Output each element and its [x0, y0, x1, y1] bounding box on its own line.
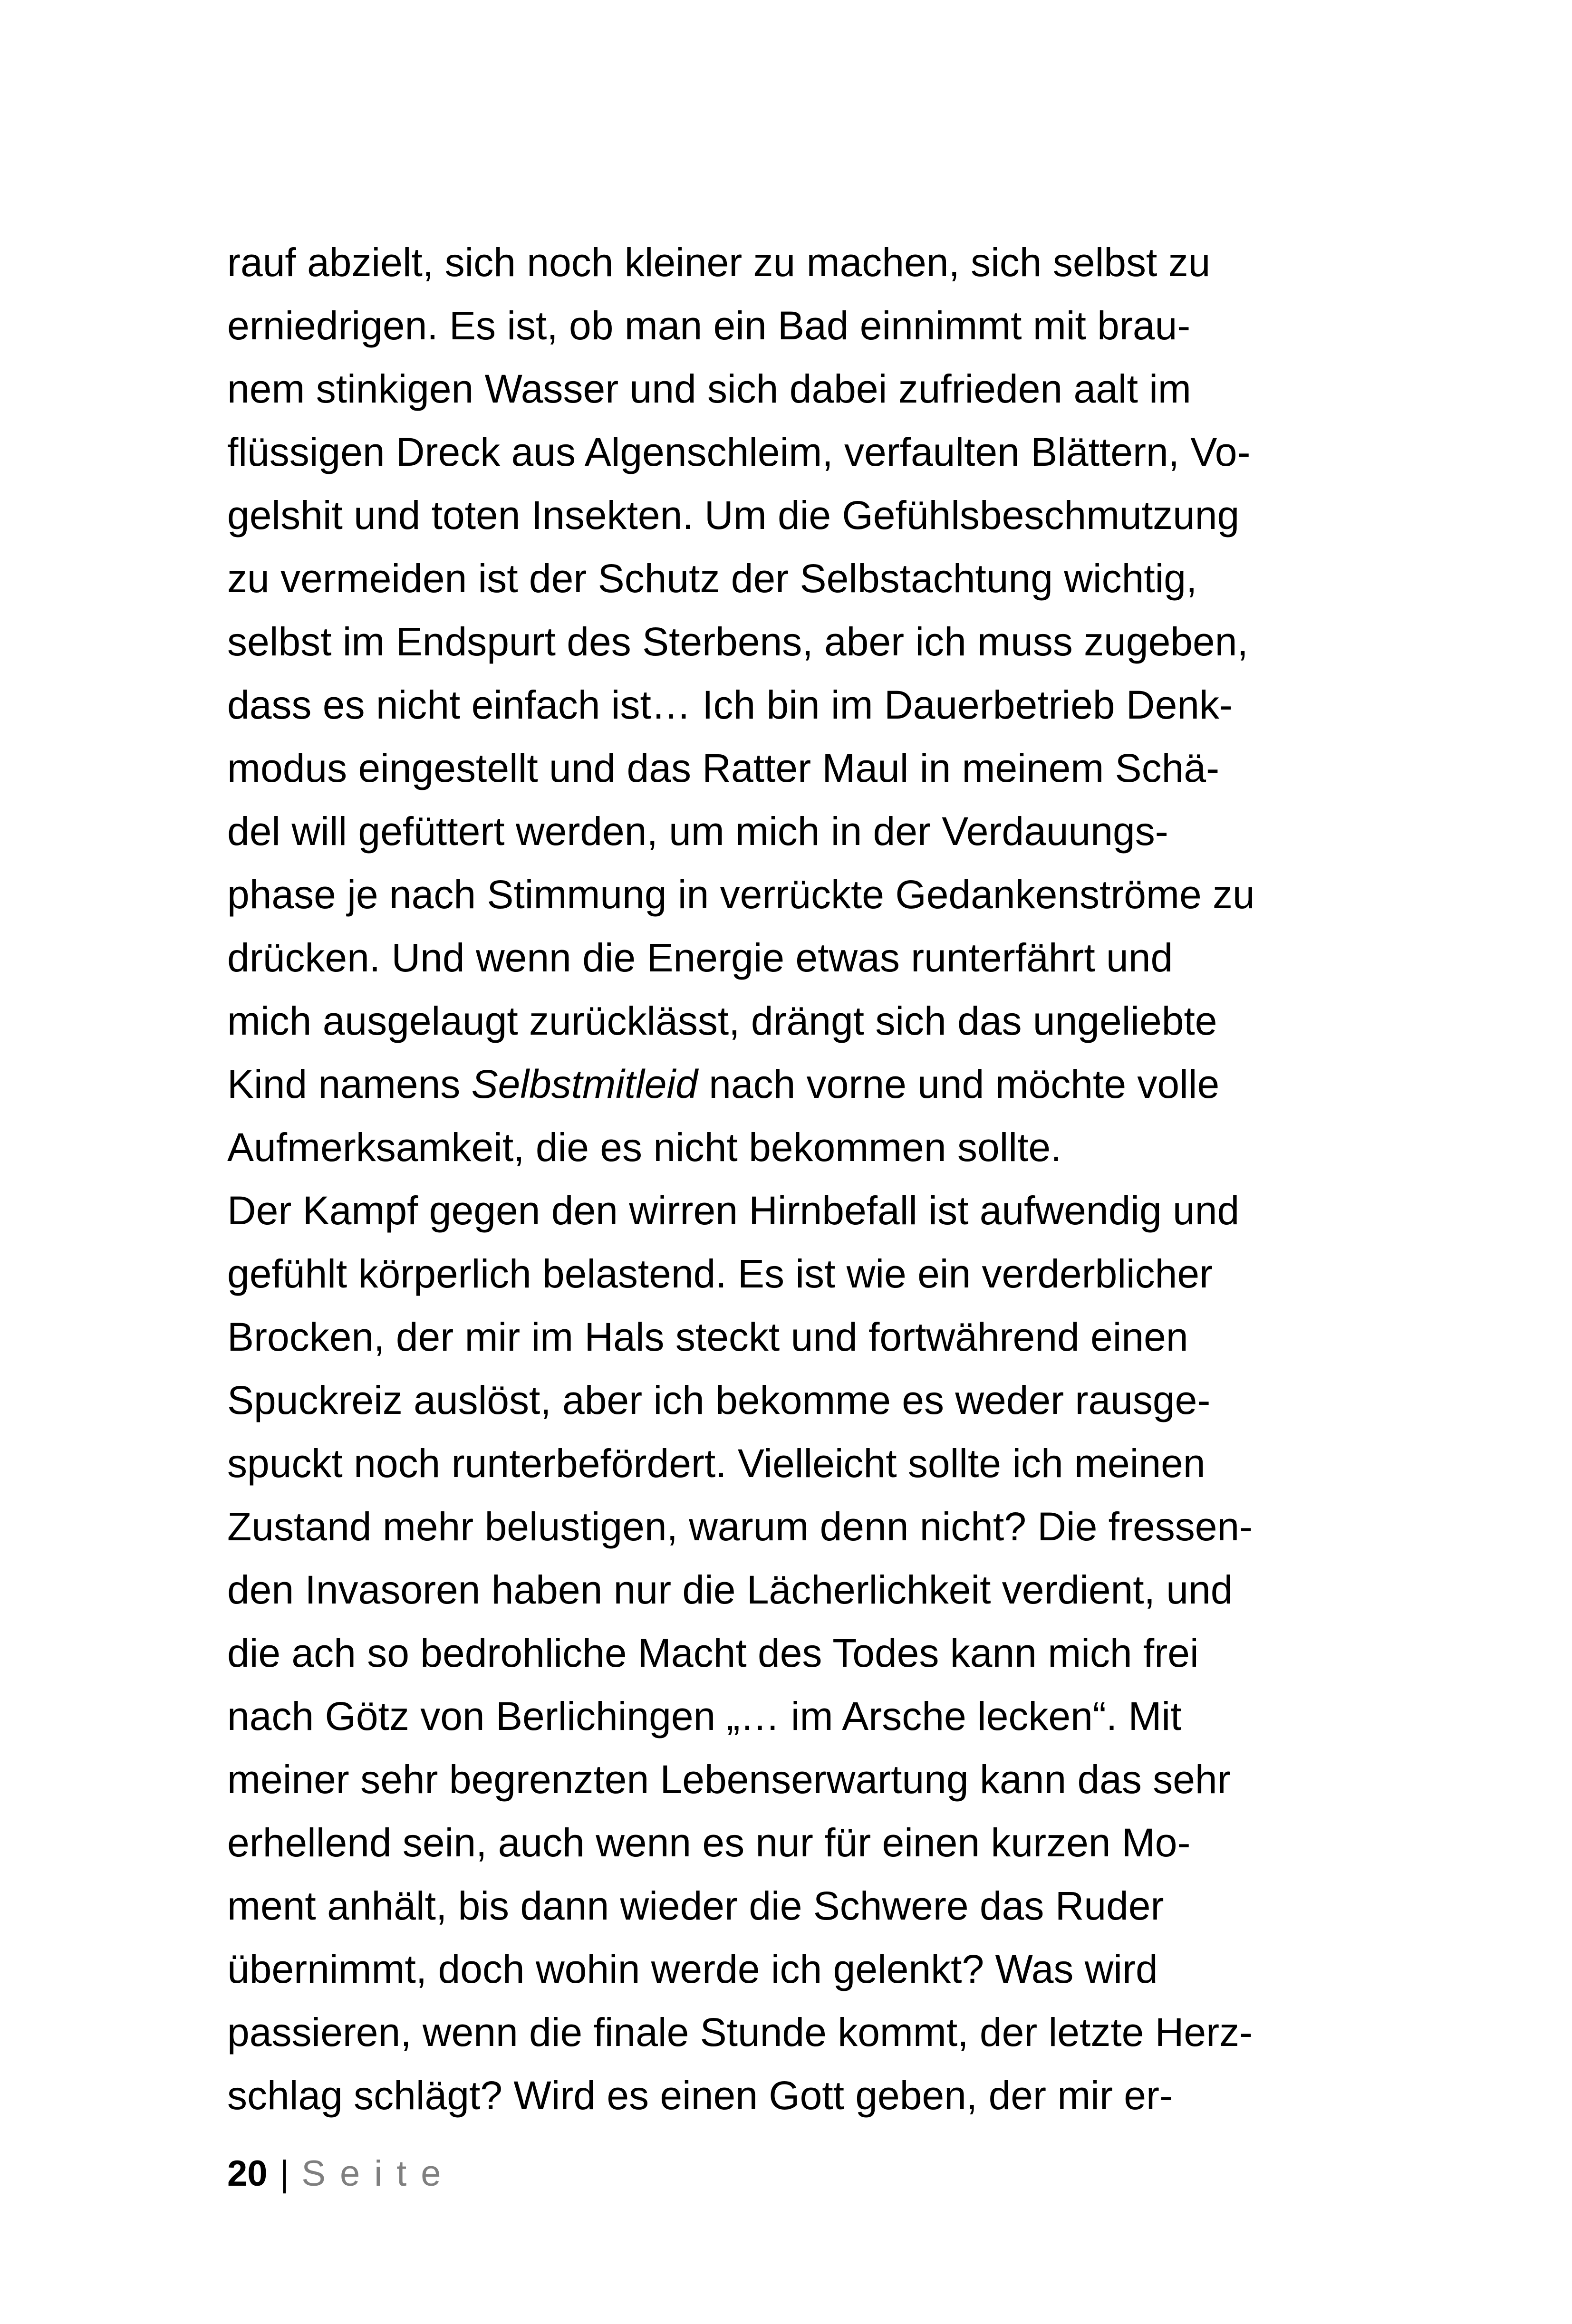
text-line: phase je nach Stimmung in verrückte Gedankenströme zu	[227, 872, 1255, 917]
text-line: meiner sehr begrenzten Lebenserwartung kann das sehr	[227, 1757, 1231, 1802]
text-line: selbst im Endspurt des Sterbens, aber ich muss zugeben,	[227, 619, 1248, 664]
page-number: 20	[227, 2153, 268, 2194]
text-line: spuckt noch runterbefördert. Vielleicht sollte ich meinen	[227, 1441, 1206, 1486]
text-line: drücken. Und wenn die Energie etwas runterfährt und	[227, 935, 1173, 980]
text-line: rauf abzielt, sich noch kleiner zu machen, sich selbst zu	[227, 240, 1211, 285]
text-line: mich ausgelaugt zurücklässt, drängt sich das ungeliebte	[227, 999, 1217, 1043]
text-line: passieren, wenn die finale Stunde kommt, der letzte Herz-	[227, 2010, 1253, 2055]
text-line: Spuckreiz auslöst, aber ich bekomme es weder rausge-	[227, 1378, 1211, 1422]
text-line: den Invasoren haben nur die Lächerlichkeit verdient, und	[227, 1567, 1233, 1612]
text-line: ment anhält, bis dann wieder die Schwere das Ruder	[227, 1883, 1164, 1928]
italic-term: Selbstmitleid	[471, 1062, 698, 1106]
text-line: Aufmerksamkeit, die es nicht bekommen sollte.	[227, 1125, 1062, 1170]
text-line-with-italic	[227, 1053, 1392, 1116]
footer-separator: |	[280, 2153, 289, 2194]
text-line: schlag schlägt? Wird es einen Gott geben, der mir er-	[227, 2073, 1173, 2118]
text-line: erniedrigen. Es ist, ob man ein Bad einnimmt mit brau-	[227, 303, 1191, 348]
page-label: Seite	[301, 2153, 455, 2194]
text-line: gefühlt körperlich belastend. Es ist wie ein verderblicher	[227, 1251, 1213, 1296]
text-segment: Kind namens	[227, 1062, 472, 1106]
text-segment: nach vorne und möchte volle	[697, 1062, 1220, 1106]
text-line: die ach so bedrohliche Macht des Todes kann mich frei	[227, 1631, 1199, 1675]
text-line: erhellend sein, auch wenn es nur für einen kurzen Mo-	[227, 1820, 1191, 1865]
text-line: Zustand mehr belustigen, warum denn nicht? Die fressen-	[227, 1504, 1253, 1549]
body-text	[227, 231, 1392, 2127]
text-line: zu vermeiden ist der Schutz der Selbstachtung wichtig,	[227, 556, 1197, 601]
text-line: flüssigen Dreck aus Algenschleim, verfaulten Blättern, Vo-	[227, 430, 1251, 474]
text-line: Brocken, der mir im Hals steckt und fortwährend einen	[227, 1315, 1188, 1359]
text-line: nem stinkigen Wasser und sich dabei zufrieden aalt im	[227, 366, 1191, 411]
text-line: dass es nicht einfach ist… Ich bin im Dauerbetrieb Denk-	[227, 682, 1233, 727]
text-line: übernimmt, doch wohin werde ich gelenkt? Was wird	[227, 1947, 1158, 1991]
text-line: modus eingestellt und das Ratter Maul in meinem Schä-	[227, 746, 1220, 790]
text-line: nach Götz von Berlichingen „… im Arsche lecken“. Mit	[227, 1694, 1182, 1738]
page-footer	[227, 2148, 455, 2200]
text-line: del will gefüttert werden, um mich in der Verdauungs-	[227, 809, 1168, 854]
text-line: Der Kampf gegen den wirren Hirnbefall ist aufwendig und	[227, 1188, 1240, 1233]
text-line: gelshit und toten Insekten. Um die Gefühlsbeschmutzung	[227, 493, 1240, 538]
